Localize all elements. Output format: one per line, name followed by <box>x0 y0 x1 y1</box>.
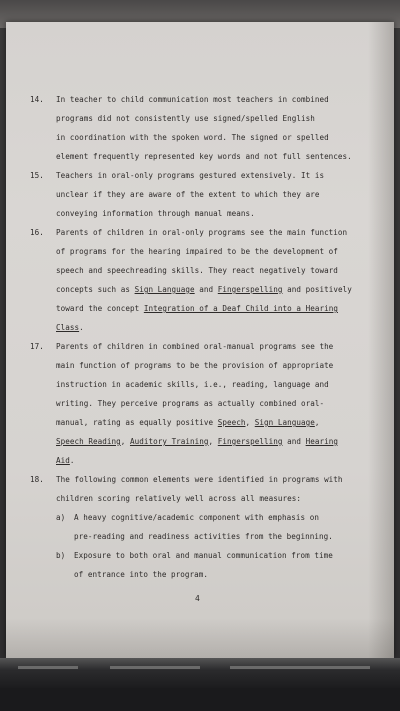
page-number: 4 <box>195 594 200 603</box>
underlined-term: Hearing <box>305 437 338 446</box>
sub-item-letter: b) <box>56 551 66 560</box>
text-line: children scoring relatively well across all measures: <box>56 494 301 503</box>
text-line: Parents of children in oral-only programs see the main function <box>56 228 348 237</box>
page-shadow <box>368 22 394 658</box>
underlined-term: Fingerspelling <box>217 437 283 446</box>
underlined-term: Integration of a Deaf Child into a Hearing <box>143 304 338 313</box>
list-item-15 <box>30 166 360 223</box>
text-run: , <box>245 418 255 427</box>
underlined-term: Auditory Training <box>129 437 209 446</box>
sub-item-b <box>56 546 360 584</box>
text-line: unclear if they are aware of the extent to which they are <box>56 190 320 199</box>
text-run: , <box>208 437 218 446</box>
text-run: and <box>194 285 218 294</box>
text-line: speech and speechreading skills. They react negatively toward <box>56 266 338 275</box>
text-line <box>56 299 360 318</box>
list-item-14 <box>30 90 360 166</box>
text-line: programs did not consistently use signed/spelled English <box>56 114 315 123</box>
item-number: 15. <box>30 171 44 180</box>
text-run: and positively <box>282 285 352 294</box>
underlined-term: Aid <box>56 456 70 465</box>
list-item-18 <box>30 470 360 584</box>
text-run: concepts such as <box>56 285 135 294</box>
underlined-term: Sign Language <box>254 418 315 427</box>
text-line: The following common elements were identified in programs with <box>56 475 343 484</box>
underlined-term: Speech <box>217 418 246 427</box>
binder-edge <box>0 658 400 688</box>
text-line: main function of programs to be the provision of appropriate <box>56 361 334 370</box>
text-line <box>56 432 360 451</box>
text-line <box>56 280 360 299</box>
text-line: In teacher to child communication most teachers in combined <box>56 95 329 104</box>
text-line: in coordination with the spoken word. The signed or spelled <box>56 133 329 142</box>
edge-stripe <box>18 666 78 669</box>
text-line: Parents of children in combined oral-manual programs see the <box>56 342 334 351</box>
item-number: 14. <box>30 95 44 104</box>
text-run: . <box>69 456 75 465</box>
text-line: element frequently represented key words and not full sentences. <box>56 152 352 161</box>
text-line: conveying information through manual means. <box>56 209 255 218</box>
list-item-16 <box>30 223 360 337</box>
text-line: writing. They perceive programs as actually combined oral- <box>56 399 325 408</box>
text-line <box>56 318 360 337</box>
edge-stripe <box>110 666 200 669</box>
sub-item-letter: a) <box>56 513 66 522</box>
text-line: of programs for the hearing impaired to be the development of <box>56 247 338 256</box>
item-number: 16. <box>30 228 44 237</box>
list-item-17 <box>30 337 360 470</box>
page-shadow-bottom <box>6 618 394 658</box>
text-line: pre-reading and readiness activities from the beginning. <box>74 532 333 541</box>
text-run: , <box>314 418 320 427</box>
text-run: , <box>120 437 130 446</box>
sub-item-a <box>56 508 360 546</box>
text-line <box>56 451 360 470</box>
text-run: . <box>79 323 84 332</box>
text-line: Exposure to both oral and manual communication from time <box>74 551 333 560</box>
text-line <box>56 413 360 432</box>
underlined-term: Sign Language <box>134 285 195 294</box>
text-run: manual, rating as equally positive <box>56 418 218 427</box>
edge-stripe <box>230 666 370 669</box>
underlined-term: Class <box>56 323 80 332</box>
background-bottom <box>0 688 400 711</box>
findings-list <box>30 90 360 584</box>
item-number: 17. <box>30 342 44 351</box>
underlined-term: Speech Reading <box>56 437 121 446</box>
text-run: toward the concept <box>56 304 144 313</box>
text-line: A heavy cognitive/academic component with emphasis on <box>74 513 319 522</box>
text-line: Teachers in oral-only programs gestured extensively. It is <box>56 171 325 180</box>
underlined-term: Fingerspelling <box>217 285 283 294</box>
text-line: instruction in academic skills, i.e., reading, language and <box>56 380 329 389</box>
item-number: 18. <box>30 475 44 484</box>
text-line: of entrance into the program. <box>74 570 209 579</box>
text-run: and <box>282 437 306 446</box>
